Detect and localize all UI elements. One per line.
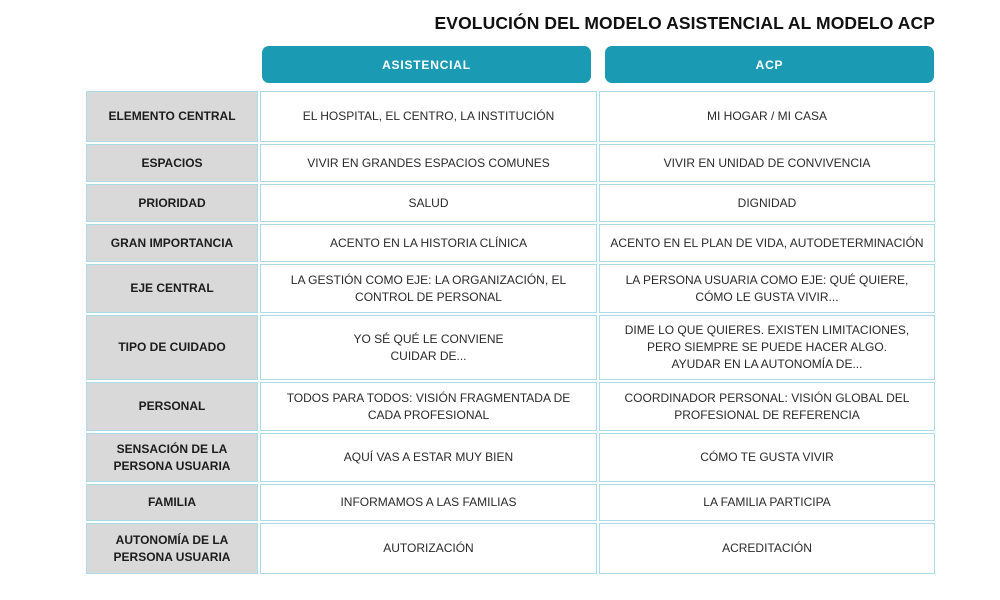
acp-cell: DIGNIDAD: [599, 184, 935, 222]
acp-cell: COORDINADOR PERSONAL: VISIÓN GLOBAL DEL PROFESIONAL DE REFERENCIA: [599, 382, 935, 431]
acp-cell: ACREDITACIÓN: [599, 523, 935, 574]
page-title: EVOLUCIÓN DEL MODELO ASISTENCIAL AL MODELO ACP: [434, 13, 935, 33]
asistencial-cell: TODOS PARA TODOS: VISIÓN FRAGMENTADA DE CADA PROFESIONAL: [260, 382, 597, 431]
asistencial-cell: AUTORIZACIÓN: [260, 523, 597, 574]
row-label: ESPACIOS: [86, 144, 258, 182]
asistencial-cell: ACENTO EN LA HISTORIA CLÍNICA: [260, 224, 597, 262]
row-label: PERSONAL: [86, 382, 258, 431]
asistencial-cell: INFORMAMOS A LAS FAMILIAS: [260, 484, 597, 521]
asistencial-cell: AQUÍ VAS A ESTAR MUY BIEN: [260, 433, 597, 482]
asistencial-cell: YO SÉ QUÉ LE CONVIENE CUIDAR DE...: [260, 315, 597, 380]
acp-cell: MI HOGAR / MI CASA: [599, 91, 935, 142]
acp-cell: VIVIR EN UNIDAD DE CONVIVENCIA: [599, 144, 935, 182]
asistencial-cell: VIVIR EN GRANDES ESPACIOS COMUNES: [260, 144, 597, 182]
asistencial-cell: LA GESTIÓN COMO EJE: LA ORGANIZACIÓN, EL CONTROL DE PERSONAL: [260, 264, 597, 313]
asistencial-cell: EL HOSPITAL, EL CENTRO, LA INSTITUCIÓN: [260, 91, 597, 142]
acp-cell: DIME LO QUE QUIERES. EXISTEN LIMITACIONES, PERO SIEMPRE SE PUEDE HACER ALGO. AYUDAR EN LA AUTONOMÍA DE...: [599, 315, 935, 380]
row-label: ELEMENTO CENTRAL: [86, 91, 258, 142]
row-label: PRIORIDAD: [86, 184, 258, 222]
acp-cell: CÓMO TE GUSTA VIVIR: [599, 433, 935, 482]
row-label: SENSACIÓN DE LA PERSONA USUARIA: [86, 433, 258, 482]
comparison-table: [86, 91, 935, 574]
row-label: EJE CENTRAL: [86, 264, 258, 313]
acp-cell: ACENTO EN EL PLAN DE VIDA, AUTODETERMINACIÓN: [599, 224, 935, 262]
acp-cell: LA PERSONA USUARIA COMO EJE: QUÉ QUIERE, CÓMO LE GUSTA VIVIR...: [599, 264, 935, 313]
column-header-asistencial: ASISTENCIAL: [262, 46, 591, 83]
row-label: FAMILIA: [86, 484, 258, 521]
row-label: AUTONOMÍA DE LA PERSONA USUARIA: [86, 523, 258, 574]
acp-cell: LA FAMILIA PARTICIPA: [599, 484, 935, 521]
asistencial-cell: SALUD: [260, 184, 597, 222]
column-header-acp: ACP: [605, 46, 934, 83]
row-label: GRAN IMPORTANCIA: [86, 224, 258, 262]
row-label: TIPO DE CUIDADO: [86, 315, 258, 380]
